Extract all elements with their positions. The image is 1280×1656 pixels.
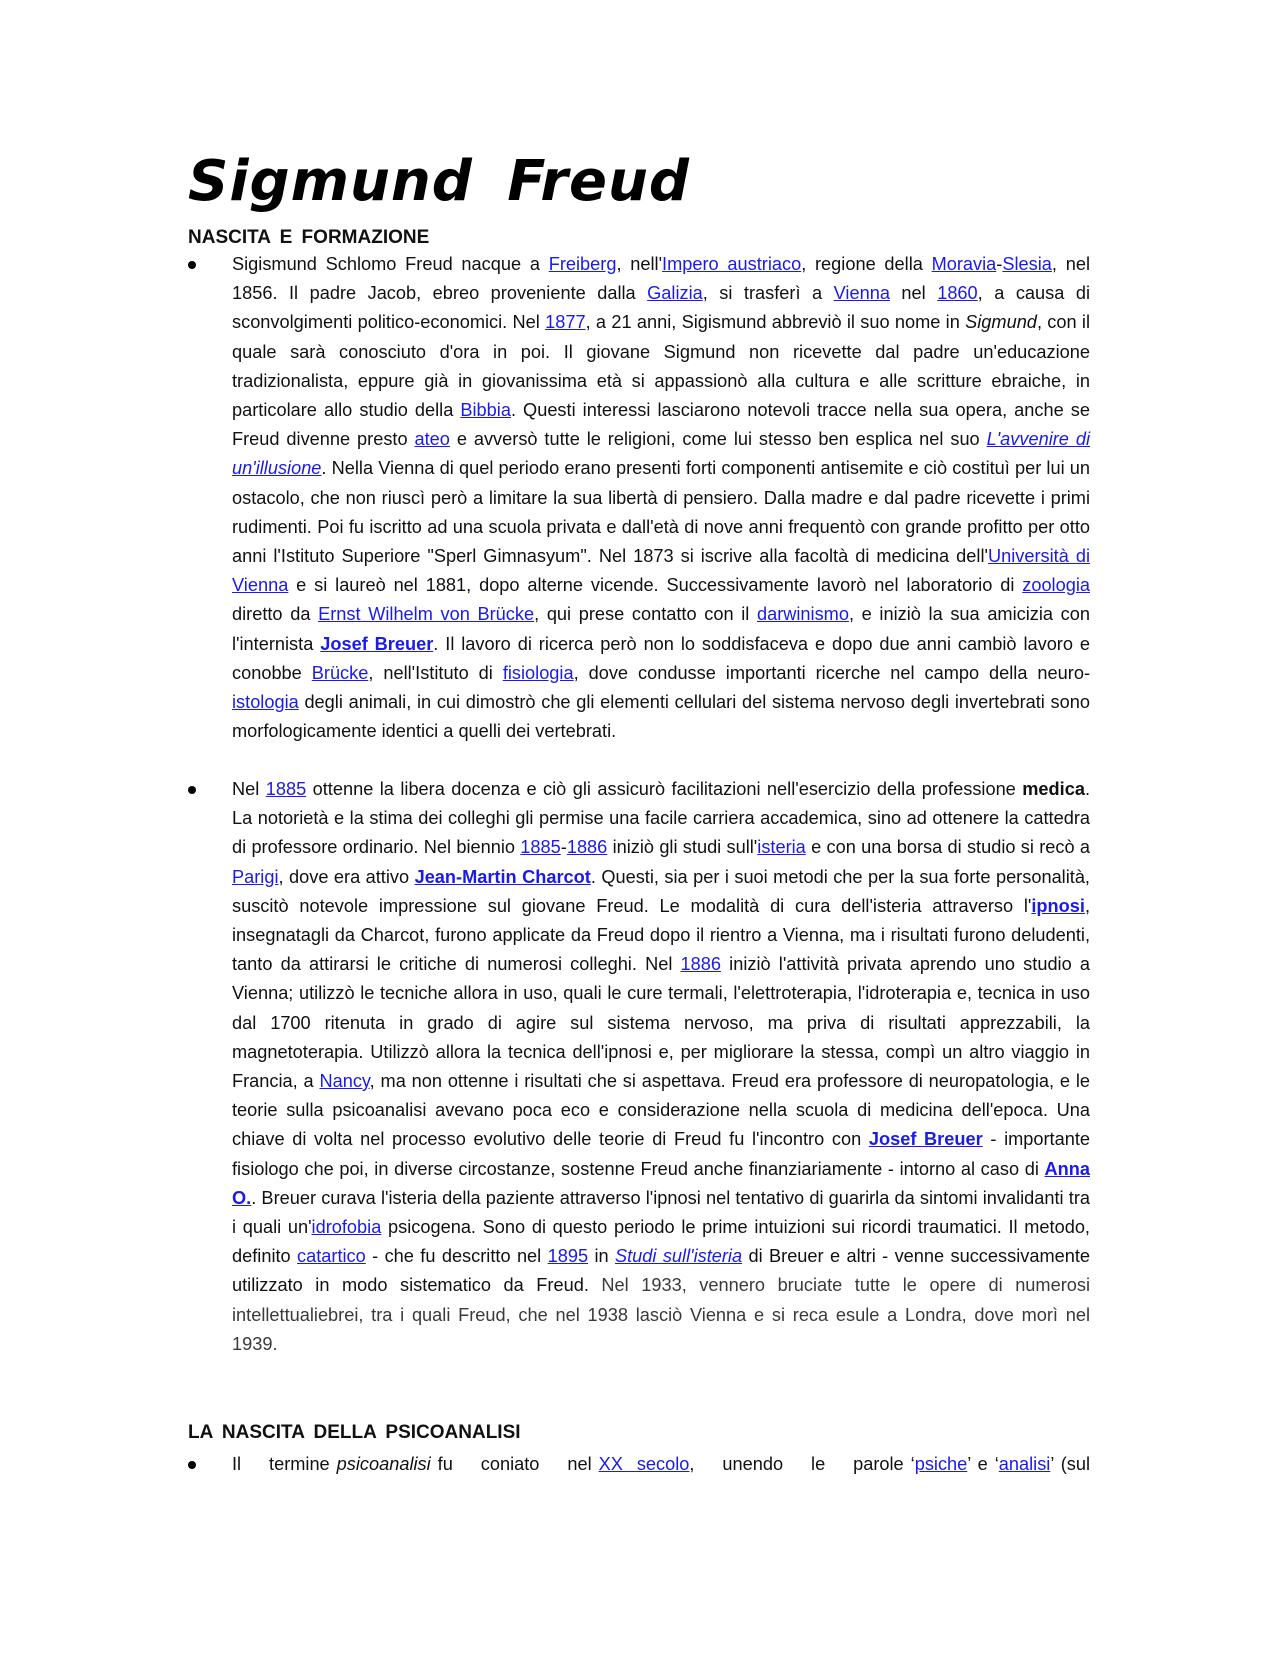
link-ipnosi[interactable]: ipnosi (1031, 895, 1085, 916)
text: iniziò l'attività privata aprendo uno studio a Vienna; utilizzò le tecniche allora in uso, quali le cure termali, l'elettroterapia, l'idroterapia e, tecnica in uso dal 1700 ritenuta in grado di agire sul sistema nervoso, ma priva di risultati apprezzabili, la magnetoterapia. Utilizzò allora la tecnica dell'ipnosi e, per migliorare la stessa, compì un altro viaggio in Francia, a (232, 954, 1090, 1092)
text: degli animali, in cui dimostrò che gli elementi cellulari del sistema nervoso degli invertebrati sono morfologicamente identici a quelli dei vertebrati. (232, 692, 1090, 742)
text: - importante fisiologo che poi, in diverse circostanze, sostenne Freud anche finanziariamente - intorno al caso di (232, 1129, 1090, 1179)
link-1886[interactable]: 1886 (680, 954, 721, 975)
list-item (232, 250, 1090, 746)
text: ’ (sul (1050, 1454, 1090, 1474)
link-1877[interactable]: 1877 (545, 312, 586, 333)
link-zoologia[interactable]: zoologia (1022, 575, 1090, 596)
text: , nell'Istituto di (368, 662, 503, 683)
link-vienna[interactable]: Vienna (833, 283, 890, 304)
link-avvenire-illusione[interactable]: L'avvenire di un'illusione (232, 429, 1090, 479)
text: , con il quale sarà conosciuto d'ora in poi. Il giovane Sigmund non ricevette dal padre un'educazione tradizionalista, eppure già in giovanissima età si appassionò alla cultura e alle scritture ebraiche, in particolare allo studio della (232, 312, 1090, 421)
link-brucke[interactable]: Brücke (311, 662, 369, 683)
link-catartico[interactable]: catartico (297, 1246, 366, 1267)
link-parigi[interactable]: Parigi (232, 866, 279, 887)
section-heading-nascita: NASCITA E FORMAZIONE (188, 227, 430, 248)
link-1895[interactable]: 1895 (547, 1246, 589, 1267)
text: , si trasferì a (702, 283, 834, 304)
link-isteria[interactable]: isteria (757, 837, 806, 858)
link-darwinismo[interactable]: darwinismo (756, 604, 849, 625)
link-ernst-brucke[interactable]: Ernst Wilhelm von Brücke (318, 604, 535, 625)
link-universita-vienna[interactable]: Università di Vienna (232, 546, 1090, 596)
text: e con una borsa di studio si recò a (805, 837, 1090, 858)
text: Nel (232, 779, 266, 799)
text: di Breuer e altri - venne successivamente utilizzato in modo sistematico da Freud. (232, 1246, 1090, 1296)
text: . Nella Vienna di quel periodo erano presenti forti componenti antisemite e ciò costituì per lui un ostacolo, che non riuscì però a limitare la sua libertà di pensiero. Dalla madre e dal padre ricevette i primi rudimenti. Poi fu iscritto ad una scuola privata e dall'età di nove anni frequentò con grande profitto per otto anni l'Istituto Superiore "Sperl Gimnasyum". Nel 1873 si iscrive alla facoltà di medicina dell' (232, 458, 1090, 567)
text: . La notorietà e la stima dei colleghi gli permise una facile carriera accademica, sino ad ottenere la cattedra di professore ordinario. Nel biennio (232, 779, 1090, 858)
link-anna-o[interactable]: Anna O. (232, 1158, 1090, 1208)
text: ottenne la libera docenza e ciò gli assicurò facilitazioni nell'esercizio della professione (306, 779, 1023, 799)
link-josef-breuer[interactable]: Josef Breuer (320, 633, 434, 654)
link-moravia[interactable]: Moravia (931, 254, 997, 274)
text: e si laureò nel 1881, dopo alterne vicende. Successivamente lavorò nel laboratorio di (288, 575, 1023, 596)
link-charcot[interactable]: Jean-Martin Charcot (414, 866, 591, 887)
link-ateo[interactable]: ateo (414, 429, 450, 450)
text: , a causa di sconvolgimenti politico-economici. Nel (232, 283, 1091, 333)
text: . Il lavoro di ricerca però non lo soddisfaceva e dopo due anni cambiò lavoro e conobbe (232, 633, 1091, 683)
link-xx-secolo[interactable]: XX secolo (598, 1454, 690, 1474)
text: . Questi, sia per i suoi metodi che per la sua forte personalità, suscitò notevole impressione sul giovane Freud. Le modalità di cura dell'isteria attraverso l' (232, 866, 1090, 916)
list-item (232, 775, 1090, 1359)
text: - (996, 254, 1003, 274)
link-1886[interactable]: 1886 (566, 837, 608, 858)
link-impero-austriaco[interactable]: Impero austriaco (662, 254, 802, 274)
bullet-icon (188, 261, 196, 269)
text: , a 21 anni, Sigismund abbreviò il suo nome in (585, 312, 966, 333)
text: diretto da (232, 604, 319, 625)
text: , unendo le parole ‘ (689, 1454, 915, 1474)
text: , nel 1856. Il padre Jacob, ebreo proveniente dalla (232, 254, 1090, 304)
text: , insegnatagli da Charcot, furono applicate da Freud dopo il rientro a Vienna, ma i risultati furono deludenti, tanto da attirarsi le critiche di numerosi colleghi. Nel (232, 895, 1090, 975)
text: - che fu descritto nel (365, 1246, 548, 1267)
link-bibbia[interactable]: Bibbia (460, 400, 511, 421)
section-heading-psicoanalisi: LA NASCITA DELLA PSICOANALISI (188, 1422, 521, 1443)
text: e avversò tutte le religioni, come lui stesso ben esplica nel suo (449, 429, 987, 450)
text: fu coniato nel (430, 1454, 599, 1474)
link-freiberg[interactable]: Freiberg (548, 254, 617, 274)
link-1885[interactable]: 1885 (520, 837, 561, 858)
text: iniziò gli studi sull' (607, 837, 758, 858)
text: , ma non ottenne i risultati che si aspettava. Freud era professore di neuropatologia, e le teorie sulla psicoanalisi avevano poca eco e considerazione nella scuola di medicina dell'epoca. Una chiave di volta nel processo evolutivo delle teorie di Freud fu l'incontro con (232, 1071, 1090, 1150)
link-1885[interactable]: 1885 (265, 779, 307, 799)
text: Sigismund Schlomo Freud nacque a (232, 254, 549, 274)
bullet-icon (188, 786, 196, 794)
link-galizia[interactable]: Galizia (647, 283, 703, 304)
link-fisiologia[interactable]: fisiologia (502, 662, 574, 683)
list-item (232, 1450, 1090, 1479)
text: ’ e ‘ (967, 1454, 999, 1474)
paragraph (232, 1450, 1090, 1479)
text: , qui prese contatto con il (534, 604, 757, 625)
text: , dove condusse importanti ricerche nel campo della neuro- (573, 662, 1090, 683)
link-istologia[interactable]: istologia (232, 692, 299, 713)
link-1860[interactable]: 1860 (937, 283, 978, 304)
bullet-icon (188, 1461, 196, 1469)
link-nancy[interactable]: Nancy (319, 1071, 370, 1092)
link-idrofobia[interactable]: idrofobia (311, 1217, 382, 1238)
link-slesia[interactable]: Slesia (1002, 254, 1052, 274)
link-analisi[interactable]: analisi (998, 1454, 1051, 1474)
text: nel (889, 283, 938, 304)
text: in (588, 1246, 615, 1267)
emphasis-text: psicoanalisi (336, 1454, 431, 1474)
bold-text: medica (1022, 779, 1085, 799)
paragraph (232, 775, 1090, 1359)
text: Il termine (232, 1454, 337, 1474)
text: psicogena. Sono di questo periodo le prime intuizioni sui ricordi traumatici. Il metodo, definito (232, 1217, 1090, 1267)
text: , e iniziò la sua amicizia con l'internista (232, 604, 1090, 654)
text: . Breuer curava l'isteria della paziente attraverso l'ipnosi nel tentativo di guarirla da sintomi invalidanti tra i quali un' (232, 1187, 1090, 1238)
text: , regione della (801, 254, 932, 274)
page-title: Sigmund Freud (188, 149, 690, 214)
text: - (560, 837, 567, 858)
link-studi-isteria[interactable]: Studi sull'isteria (614, 1246, 743, 1267)
text: , dove era attivo (278, 866, 415, 887)
text: Nel 1933, vennero bruciate tutte le opere di numerosi intellettualiebrei, tra i quali Freud, che nel 1938 lasciò Vienna e si reca esule a Londra, dove morì nel 1939. (232, 1275, 1090, 1354)
emphasis-text: Sigmund (965, 312, 1037, 333)
link-psiche[interactable]: psiche (914, 1454, 968, 1474)
link-josef-breuer[interactable]: Josef Breuer (868, 1129, 983, 1150)
text: , nell' (616, 254, 663, 274)
text: . Questi interessi lasciarono notevoli tracce nella sua opera, anche se Freud divenne presto (232, 400, 1090, 450)
paragraph (232, 250, 1090, 746)
